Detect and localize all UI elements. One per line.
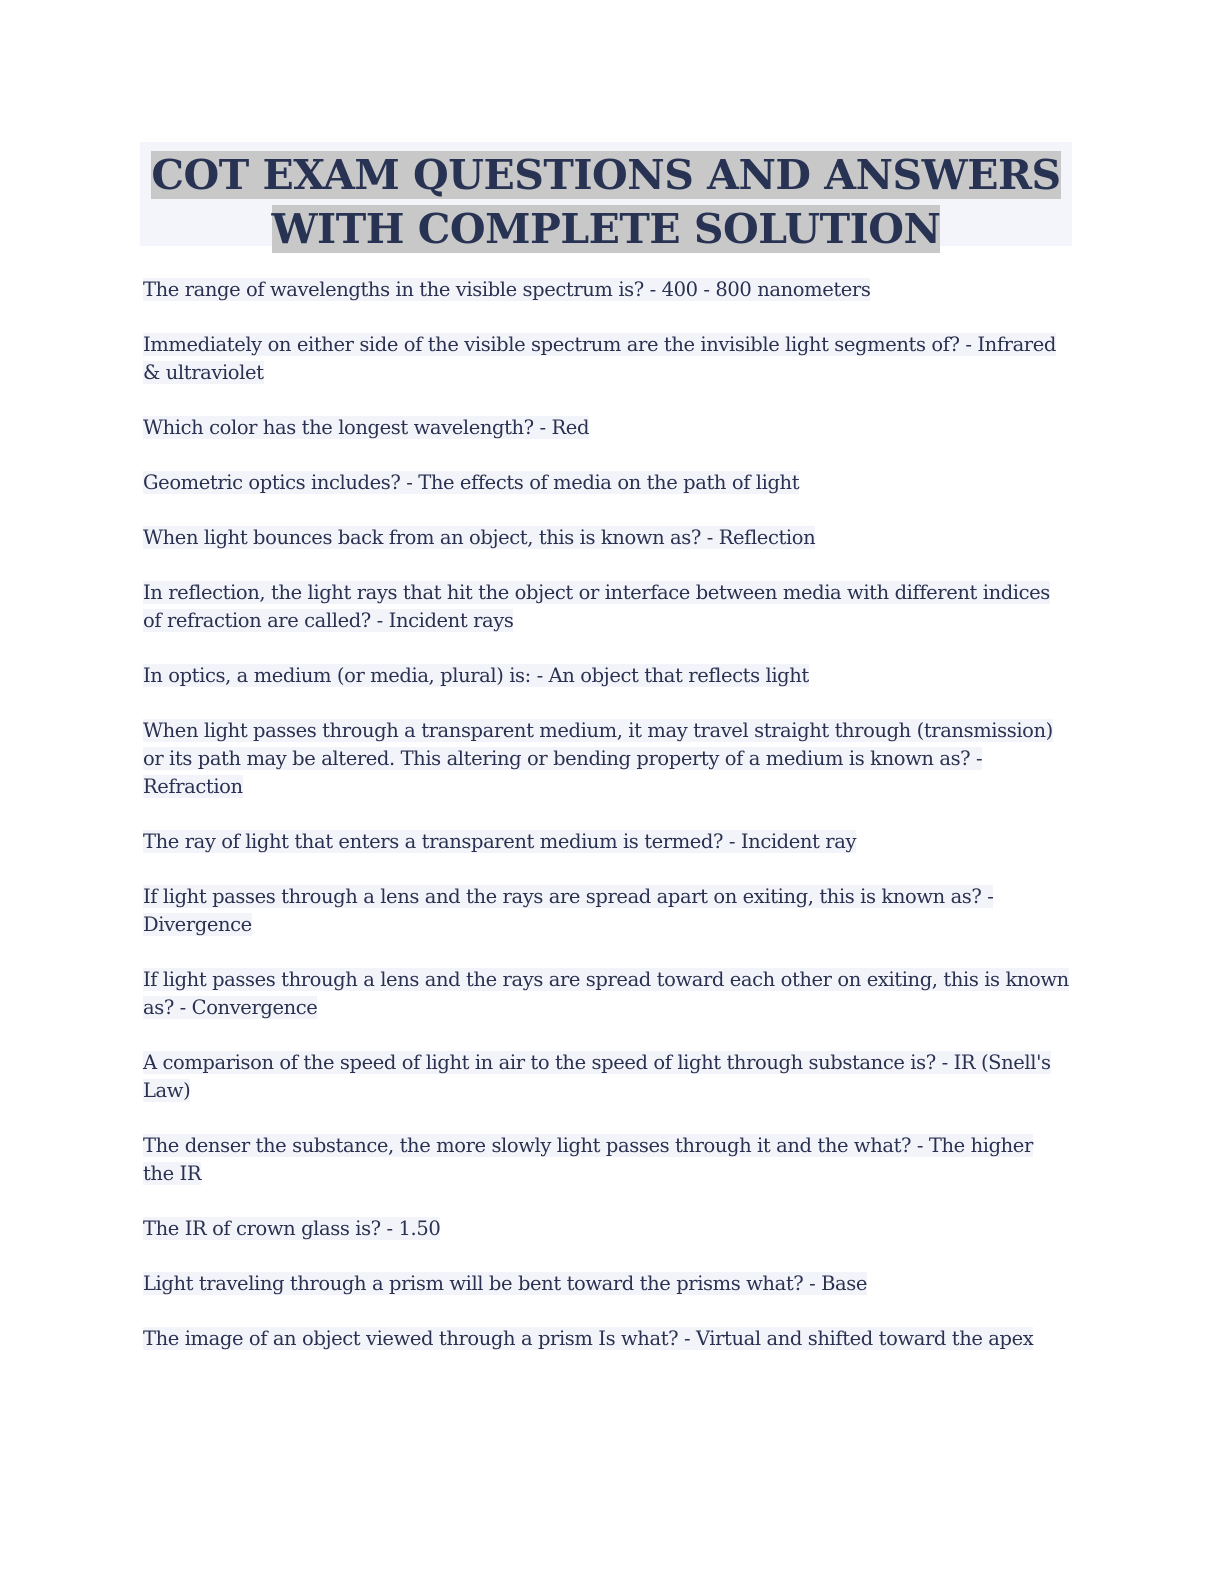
document-page (140, 142, 1072, 1380)
qa-item: The ray of light that enters a transparent medium is termed? - Incident ray (143, 830, 857, 853)
qa-list (140, 276, 1072, 1353)
qa-item: In optics, a medium (or media, plural) is: - An object that reflects light (143, 664, 809, 687)
qa-item: Which color has the longest wavelength? - Red (143, 416, 590, 439)
qa-item: The IR of crown glass is? - 1.50 (143, 1217, 441, 1240)
qa-item: The range of wavelengths in the visible spectrum is? - 400 - 800 nanometers (143, 278, 871, 301)
document-title-line-1: COT EXAM QUESTIONS AND ANSWERS (151, 151, 1061, 199)
title-block (140, 142, 1072, 253)
qa-item: When light bounces back from an object, this is known as? - Reflection (143, 526, 816, 549)
qa-item: Immediately on either side of the visible spectrum are the invisible light segments of? - Infrared & ultraviolet (143, 333, 1056, 384)
qa-item: In reflection, the light rays that hit the object or interface between media with different indices of refraction are called? - Incident rays (143, 581, 1050, 632)
qa-item: A comparison of the speed of light in air to the speed of light through substance is? - IR (Snell's Law) (143, 1051, 1051, 1102)
qa-item: The denser the substance, the more slowly light passes through it and the what? - The higher the IR (143, 1134, 1033, 1185)
qa-item: When light passes through a transparent medium, it may travel straight through (transmission) or its path may be altered. This altering or bending property of a medium is known as? - Refraction (143, 719, 1053, 798)
qa-item: The image of an object viewed through a prism Is what? - Virtual and shifted toward the apex (143, 1327, 1034, 1350)
qa-item: If light passes through a lens and the rays are spread apart on exiting, this is known as? - Divergence (143, 885, 994, 936)
qa-item: If light passes through a lens and the rays are spread toward each other on exiting, this is known as? - Convergence (143, 968, 1069, 1019)
qa-item: Light traveling through a prism will be bent toward the prisms what? - Base (143, 1272, 867, 1295)
qa-item: Geometric optics includes? - The effects of media on the path of light (143, 471, 800, 494)
document-title-line-2: WITH COMPLETE SOLUTION (271, 205, 941, 253)
